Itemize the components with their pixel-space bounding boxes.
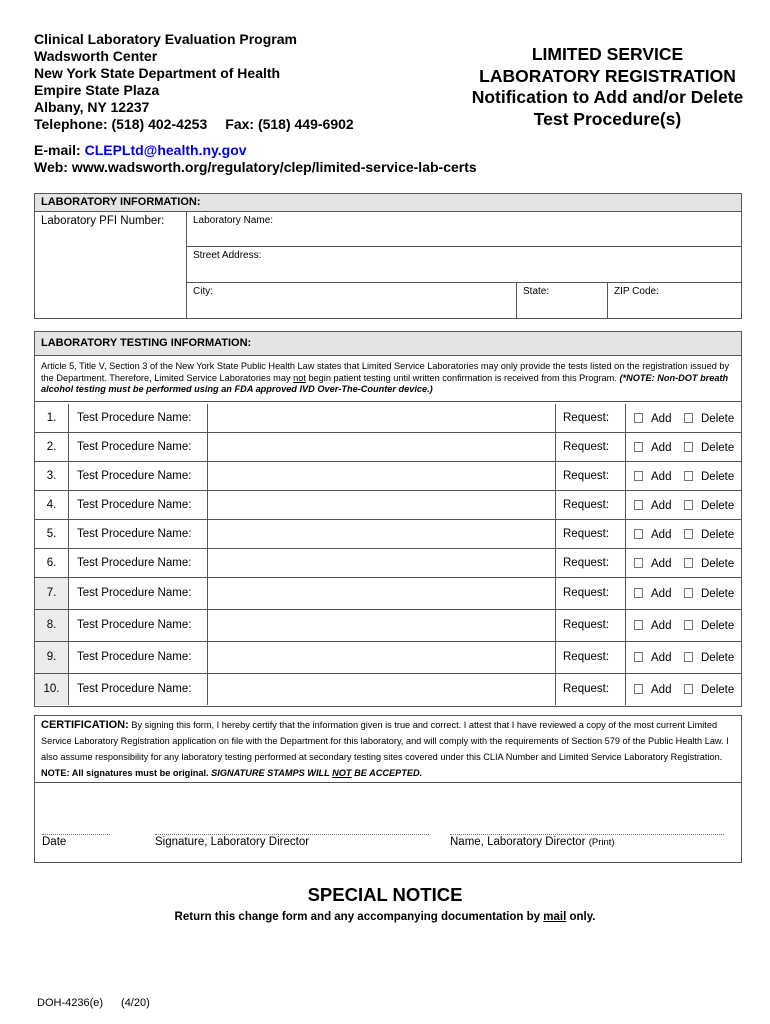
fax: Fax: (518) 449-6902 [225,116,354,132]
procedure-label-cell [69,404,208,432]
procedure-label-cell [69,462,208,490]
row-number [35,578,69,609]
request-label-cell [556,433,626,461]
email-label: E-mail: [34,142,81,158]
delete-checkbox[interactable] [684,500,693,510]
add-label: Add [651,500,672,512]
certification-body: By signing this form, I hereby certify that the information given is true and correct. I attest that I have reviewed a copy of the most current Limited Service Laboratory Registration application on file with the Department for this laboratory, and will comply with the requirements of Section 579 of the Public Health Law. I also assume responsibility for any laboratory testing performed at secondary testing sites covered under this CLIA Number and Limited Service Laboratory Registration. [41,720,729,762]
date-label: Date [42,836,67,848]
row-number-text: 2. [46,441,57,453]
delete-option[interactable] [684,684,734,696]
procedure-label: Test Procedure Name: [77,683,192,695]
special-notice-text [0,911,770,923]
form-footer [37,997,150,1009]
add-label: Add [651,471,672,483]
notice-text-part: Return this change form and any accompanying documentation by [174,911,544,923]
delete-checkbox[interactable] [684,442,693,452]
delete-label: Delete [701,500,735,512]
add-checkbox[interactable] [634,684,643,694]
delete-label: Delete [701,442,735,454]
note-not: NOT [332,768,352,778]
request-label: Request: [563,557,610,569]
row-number-text: 10. [43,683,60,695]
procedure-label: Test Procedure Name: [77,651,192,663]
row-number-text: 1. [46,412,57,424]
section-heading: LABORATORY INFORMATION: [35,194,741,212]
add-option[interactable] [634,558,671,570]
row-number-text: 9. [46,651,57,663]
procedure-label-cell [69,578,208,609]
add-option[interactable] [634,471,671,483]
state-label: State: [523,286,550,297]
request-label: Request: [563,441,610,453]
lab-name-field[interactable] [187,212,742,247]
title-line: Notification to Add and/or Delete [471,87,744,107]
row-number-text: 3. [46,470,57,482]
pfi-number-field[interactable] [35,212,187,319]
procedure-label: Test Procedure Name: [77,441,192,453]
form-id: DOH-4236(e) [37,997,104,1009]
row-number-text: 5. [46,528,57,540]
row-number [35,404,69,432]
delete-label: Delete [701,652,735,664]
add-checkbox[interactable] [634,442,643,452]
add-option[interactable] [634,652,671,664]
row-number-text: 7. [46,587,57,599]
title-line: LIMITED SERVICE [531,44,684,64]
delete-option[interactable] [684,652,734,664]
procedure-label-cell [69,491,208,519]
street-address-field[interactable] [187,247,742,283]
request-label: Request: [563,412,610,424]
request-options [626,520,741,548]
state-field[interactable] [517,283,608,319]
add-label: Add [651,442,672,454]
certification-section [34,715,742,863]
row-number [35,674,69,705]
procedure-label: Test Procedure Name: [77,528,192,540]
request-label: Request: [563,499,610,511]
request-options [626,674,741,705]
procedure-label-cell [69,433,208,461]
request-label: Request: [563,587,610,599]
name-label: Name, Laboratory Director [450,836,586,848]
row-number [35,433,69,461]
article-text [35,356,741,402]
add-checkbox[interactable] [634,413,643,423]
request-label-cell [556,674,626,705]
title-line: Test Procedure(s) [533,108,682,129]
request-options [626,610,741,641]
procedure-label: Test Procedure Name: [77,557,192,569]
delete-option[interactable] [684,500,734,512]
delete-label: Delete [701,529,735,541]
procedure-label: Test Procedure Name: [77,412,192,424]
org-line: Albany, NY 12237 [34,99,150,115]
row-number-text: 6. [46,557,57,569]
test-procedure-row [35,491,741,520]
org-line: Wadsworth Center [34,48,158,64]
city-field[interactable] [187,283,517,319]
request-options [626,462,741,490]
delete-label: Delete [701,588,735,600]
form-title [455,44,760,130]
note-pre: NOTE: All signatures must be original. [41,768,212,778]
procedure-label: Test Procedure Name: [77,619,192,631]
email-link[interactable]: CLEPLtd@health.ny.gov [84,142,247,158]
request-options [626,578,741,609]
request-label-cell [556,462,626,490]
note-italic: BE ACCEPTED. [351,768,423,778]
procedure-name-input[interactable] [208,462,556,490]
article-note: (*NOTE: Non-DOT breath alcohol testing must be performed using an FDA approved IVD Over-The-Counter device.) [41,372,729,394]
add-option[interactable] [634,684,671,696]
procedure-label: Test Procedure Name: [77,470,192,482]
row-number-text: 4. [46,499,57,511]
procedure-label-cell [69,674,208,705]
request-label: Request: [563,683,610,695]
add-option[interactable] [634,588,671,600]
city-label: City: [193,286,213,297]
procedure-name-input[interactable] [208,642,556,673]
lab-name-label: Laboratory Name: [193,215,274,226]
delete-option[interactable] [684,442,734,454]
request-label-cell [556,610,626,641]
delete-label: Delete [701,558,735,570]
add-checkbox[interactable] [634,471,643,481]
add-option[interactable] [634,500,671,512]
signature-label: Signature, Laboratory Director [155,836,310,848]
email-line [34,142,477,159]
add-checkbox[interactable] [634,620,643,630]
delete-checkbox[interactable] [684,558,693,568]
add-checkbox[interactable] [634,529,643,539]
article-not: not [293,372,306,383]
program-address [34,31,354,133]
request-label-cell [556,549,626,577]
delete-label: Delete [701,684,735,696]
article-text-part: Article 5, Title V, Section 3 of the New York State Public Health Law states that Limited Service Laboratories may only provide the tests listed on the registration issued by the Department. Therefore, Limited Service Laboratories may [41,361,730,383]
laboratory-information-section [34,193,742,319]
delete-checkbox[interactable] [684,413,693,423]
test-procedure-row [35,549,741,578]
delete-checkbox[interactable] [684,684,693,694]
add-option[interactable] [634,620,671,632]
request-options [626,404,741,432]
web-line[interactable]: Web: www.wadsworth.org/regulatory/clep/limited-service-lab-certs [34,159,477,175]
certification-heading: CERTIFICATION: [41,719,129,731]
add-checkbox[interactable] [634,500,643,510]
procedure-name-input[interactable] [208,549,556,577]
request-label-cell [556,642,626,673]
director-name-line[interactable] [450,834,724,848]
test-procedure-row [35,578,741,610]
procedure-name-input[interactable] [208,674,556,705]
procedure-name-input[interactable] [208,520,556,548]
delete-label: Delete [701,413,735,425]
title-line: LABORATORY REGISTRATION [479,65,736,86]
request-label: Request: [563,470,610,482]
print-label: (Print) [588,837,615,848]
laboratory-testing-section [34,331,742,707]
request-label-cell [556,520,626,548]
add-label: Add [651,529,672,541]
add-label: Add [651,652,672,664]
request-options [626,433,741,461]
test-procedure-row [35,433,741,462]
add-label: Add [651,588,672,600]
row-number [35,549,69,577]
delete-option[interactable] [684,413,734,425]
add-label: Add [651,620,672,632]
delete-option[interactable] [684,529,734,541]
phone-fax-line [34,116,354,133]
contact-info [34,142,477,176]
procedure-label: Test Procedure Name: [77,499,192,511]
delete-option[interactable] [684,558,734,570]
delete-option[interactable] [684,471,734,483]
add-option[interactable] [634,529,671,541]
test-procedure-row [35,642,741,674]
procedure-label-cell [69,610,208,641]
delete-option[interactable] [684,620,734,632]
section-heading: LABORATORY TESTING INFORMATION: [35,332,741,356]
request-label-cell [556,578,626,609]
request-options [626,642,741,673]
city-state-zip-row [187,283,742,319]
notice-text-part: only. [566,911,596,923]
org-line: Clinical Laboratory Evaluation Program [34,31,297,47]
add-label: Add [651,558,672,570]
request-label-cell [556,404,626,432]
procedure-name-input[interactable] [208,578,556,609]
request-label-cell [556,491,626,519]
add-option[interactable] [634,413,671,425]
request-options [626,549,741,577]
delete-checkbox[interactable] [684,471,693,481]
zip-field[interactable] [608,283,742,319]
delete-checkbox[interactable] [684,588,693,598]
certification-text [35,716,741,783]
add-checkbox[interactable] [634,588,643,598]
row-number [35,520,69,548]
procedure-name-input[interactable] [208,433,556,461]
row-number [35,491,69,519]
article-text-part: begin patient testing until written confirmation is received from this Program. [305,372,620,383]
delete-label: Delete [701,620,735,632]
request-label: Request: [563,528,610,540]
procedure-name-input[interactable] [208,610,556,641]
row-number [35,610,69,641]
delete-option[interactable] [684,588,734,600]
test-procedure-row [35,462,741,491]
test-procedure-row [35,674,741,705]
date-signature-line[interactable] [42,834,110,848]
zip-label: ZIP Code: [614,286,659,297]
request-options [626,491,741,519]
director-signature-line[interactable] [155,834,429,848]
add-label: Add [651,413,672,425]
add-option[interactable] [634,442,671,454]
request-label: Request: [563,619,610,631]
street-label: Street Address: [193,250,262,261]
add-label: Add [651,684,672,696]
procedure-name-input[interactable] [208,491,556,519]
delete-label: Delete [701,471,735,483]
telephone: Telephone: (518) 402-4253 [34,116,208,132]
procedure-label-cell [69,549,208,577]
delete-checkbox[interactable] [684,620,693,630]
row-number [35,462,69,490]
add-checkbox[interactable] [634,652,643,662]
form-revision: (4/20) [121,997,150,1009]
note-italic: SIGNATURE STAMPS WILL [211,768,333,778]
special-notice-title: SPECIAL NOTICE [307,884,463,905]
procedure-label: Test Procedure Name: [77,587,192,599]
request-label: Request: [563,651,610,663]
test-procedure-row [35,610,741,642]
notice-mail: mail [543,911,567,923]
procedure-label-cell [69,642,208,673]
add-checkbox[interactable] [634,558,643,568]
row-number-text: 8. [46,619,57,631]
test-procedure-row [35,404,741,433]
test-procedure-row [35,520,741,549]
pfi-label: Laboratory PFI Number: [41,215,165,227]
procedure-name-input[interactable] [208,404,556,432]
delete-checkbox[interactable] [684,529,693,539]
org-line: New York State Department of Health [34,65,281,81]
signature-note [41,768,422,778]
delete-checkbox[interactable] [684,652,693,662]
procedure-label-cell [69,520,208,548]
org-line: Empire State Plaza [34,82,160,98]
row-number [35,642,69,673]
